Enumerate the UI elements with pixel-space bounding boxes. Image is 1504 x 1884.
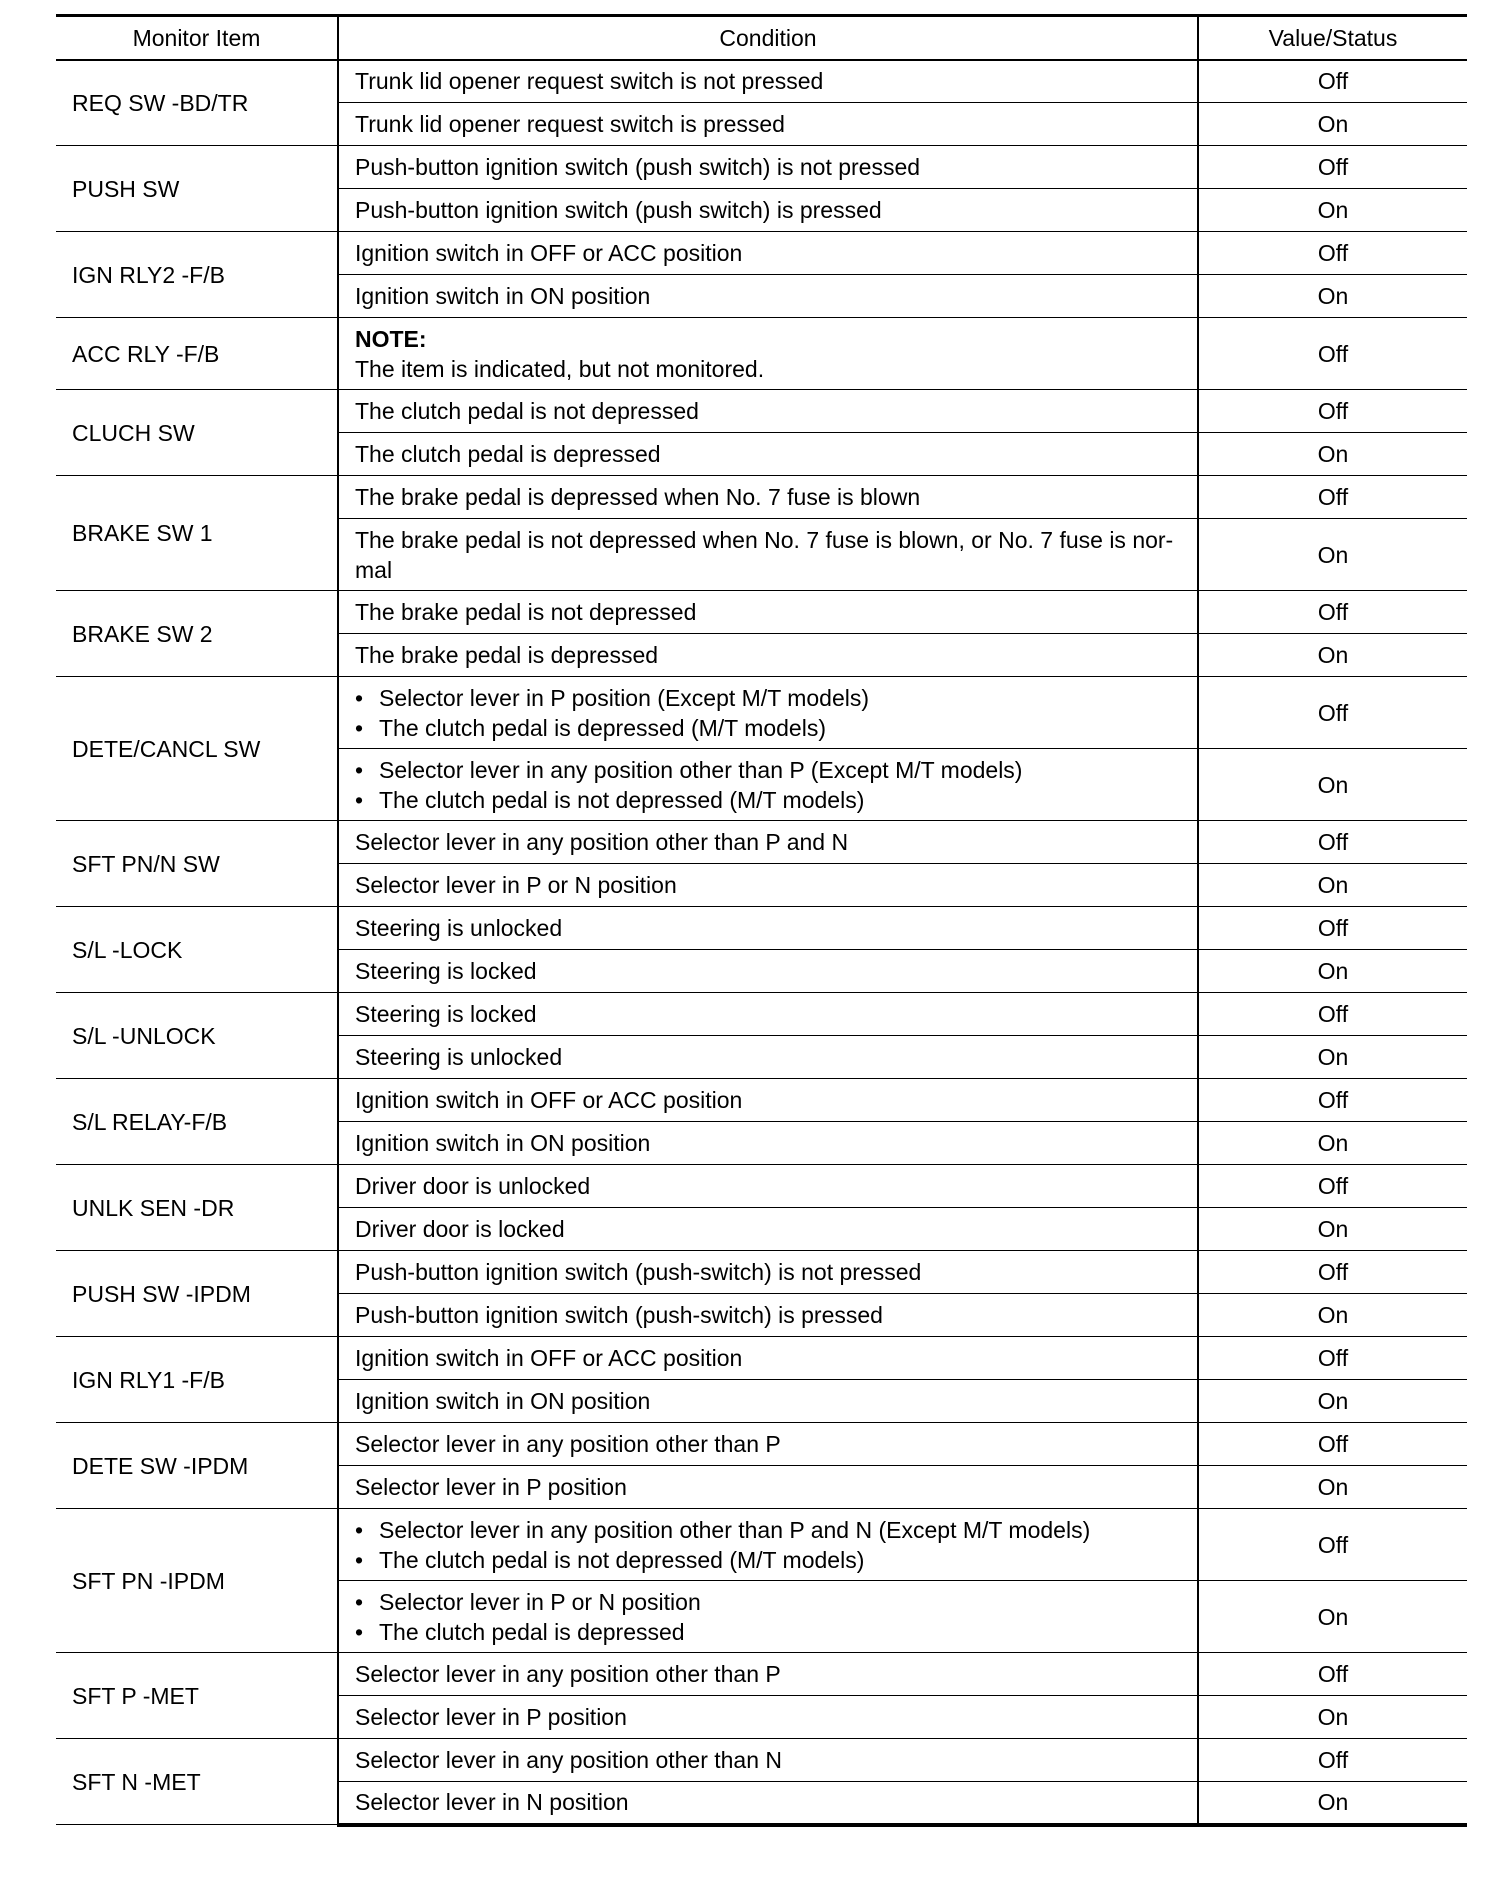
value-status-cell: On [1198,634,1467,677]
condition-text: The clutch pedal is not depressed [355,398,699,424]
value-status-cell: On [1198,1036,1467,1079]
condition-bullet-item [355,1515,1189,1545]
header-condition: Condition [338,16,1198,60]
condition-cell [338,1380,1198,1423]
value-status-cell: Off [1198,390,1467,433]
condition-cell [338,1165,1198,1208]
condition-cell [338,1739,1198,1782]
condition-bullet-text: Selector lever in any position other than P (Except M/T models) [379,756,1023,783]
table-row [56,1739,1467,1782]
condition-text: Selector lever in any position other than P [355,1431,781,1457]
condition-text: Ignition switch in ON position [355,1130,651,1156]
value-status-cell: On [1198,1466,1467,1509]
value-status-cell: Off [1198,993,1467,1036]
table-row [56,821,1467,864]
table-row [56,591,1467,634]
monitor-item-cell: SFT N -MET [56,1739,338,1825]
value-status-cell: On [1198,1581,1467,1653]
condition-cell [338,1423,1198,1466]
condition-bullet-text: The clutch pedal is not depressed (M/T models) [379,786,865,813]
condition-text: Selector lever in any position other than N [355,1747,783,1773]
value-status-cell: Off [1198,1653,1467,1696]
value-status-cell: Off [1198,821,1467,864]
condition-text: The brake pedal is not depressed when No. 7 fuse is blown, or No. 7 fuse is nor-mal [355,526,1174,583]
value-status-cell: Off [1198,1739,1467,1782]
monitor-item-cell: UNLK SEN -DR [56,1165,338,1251]
table-row [56,146,1467,189]
value-status-cell: On [1198,749,1467,821]
condition-text: The brake pedal is depressed when No. 7 fuse is blown [355,484,921,510]
condition-text: Steering is locked [355,958,537,984]
monitor-item-cell: S/L RELAY-F/B [56,1079,338,1165]
monitor-item-cell: S/L -UNLOCK [56,993,338,1079]
condition-cell [338,950,1198,993]
monitor-item-cell: SFT P -MET [56,1653,338,1739]
table-row [56,476,1467,519]
condition-text: Selector lever in N position [355,1789,629,1816]
value-status-cell: On [1198,1208,1467,1251]
condition-bullet-item [355,755,1189,785]
condition-cell [338,1036,1198,1079]
monitor-item-cell: ACC RLY -F/B [56,318,338,390]
condition-bullet-item [355,683,1189,713]
condition-text: Ignition switch in OFF or ACC position [355,1345,743,1371]
condition-bullet-list [355,1587,1189,1647]
condition-text: Selector lever in P or N position [355,872,677,898]
condition-bullet-text: The clutch pedal is not depressed (M/T models) [379,1546,865,1573]
condition-text: Ignition switch in ON position [355,283,651,309]
table-row [56,993,1467,1036]
condition-cell [338,634,1198,677]
condition-cell [338,591,1198,634]
condition-bullet-item [355,1545,1189,1575]
condition-cell [338,749,1198,821]
condition-text: Selector lever in any position other than P [355,1661,781,1687]
value-status-cell: Off [1198,1423,1467,1466]
condition-bullet-text: Selector lever in P or N position [379,1588,701,1615]
condition-cell [338,1122,1198,1165]
monitor-item-cell: PUSH SW [56,146,338,232]
table-row [56,1337,1467,1380]
table-row [56,1509,1467,1581]
condition-bullet-text: The clutch pedal is depressed (M/T models) [379,714,826,741]
monitor-item-cell: REQ SW -BD/TR [56,60,338,146]
monitor-item-cell: DETE SW -IPDM [56,1423,338,1509]
value-status-cell: On [1198,1696,1467,1739]
monitor-item-cell: IGN RLY2 -F/B [56,232,338,318]
monitor-item-cell: BRAKE SW 2 [56,591,338,677]
condition-cell [338,1509,1198,1581]
condition-cell [338,60,1198,103]
value-status-cell: Off [1198,1165,1467,1208]
value-status-cell: On [1198,103,1467,146]
value-status-cell: Off [1198,60,1467,103]
condition-text: Push-button ignition switch (push-switch) is pressed [355,1302,883,1328]
value-status-cell: On [1198,275,1467,318]
table-row [56,60,1467,103]
condition-text: Ignition switch in OFF or ACC position [355,240,743,266]
monitor-item-cell: BRAKE SW 1 [56,476,338,591]
condition-cell [338,103,1198,146]
condition-cell [338,864,1198,907]
condition-cell [338,476,1198,519]
value-status-cell: Off [1198,591,1467,634]
table-row [56,390,1467,433]
value-status-cell: Off [1198,1509,1467,1581]
condition-cell [338,907,1198,950]
monitor-item-cell: IGN RLY1 -F/B [56,1337,338,1423]
monitor-item-cell: CLUCH SW [56,390,338,476]
condition-text: Steering is unlocked [355,915,563,941]
condition-cell [338,1294,1198,1337]
table-row [56,1653,1467,1696]
value-status-cell: On [1198,864,1467,907]
value-status-cell: On [1198,1122,1467,1165]
condition-cell [338,390,1198,433]
condition-bullet-list [355,755,1189,815]
value-status-cell: On [1198,1782,1467,1825]
header-value-status: Value/Status [1198,16,1467,60]
condition-cell [338,677,1198,749]
value-status-cell: Off [1198,318,1467,390]
condition-cell [338,146,1198,189]
monitor-item-cell: SFT PN/N SW [56,821,338,907]
condition-cell [338,275,1198,318]
bullet-icon: • [355,756,364,783]
bullet-icon: • [355,684,364,711]
table-row [56,677,1467,749]
condition-text: The clutch pedal is depressed [355,441,661,467]
condition-text: Steering is unlocked [355,1044,563,1070]
value-status-cell: Off [1198,1337,1467,1380]
bullet-icon: • [355,786,364,813]
table-row [56,1165,1467,1208]
condition-bullet-text: The clutch pedal is depressed [379,1618,685,1645]
value-status-cell: Off [1198,1251,1467,1294]
condition-text: Ignition switch in ON position [355,1388,651,1414]
table-row [56,1423,1467,1466]
condition-cell [338,1337,1198,1380]
condition-cell [338,519,1198,591]
bullet-icon: • [355,1618,364,1645]
value-status-cell: Off [1198,232,1467,275]
table-row [56,1079,1467,1122]
note-text: The item is indicated, but not monitored. [355,355,765,382]
bullet-icon: • [355,1546,364,1573]
condition-text: Driver door is unlocked [355,1173,591,1199]
condition-bullet-item [355,1587,1189,1617]
condition-cell [338,993,1198,1036]
condition-cell [338,232,1198,275]
bullet-icon: • [355,714,364,741]
value-status-cell: Off [1198,677,1467,749]
bullet-icon: • [355,1516,364,1543]
condition-cell [338,1079,1198,1122]
condition-cell [338,821,1198,864]
condition-bullet-item [355,1617,1189,1647]
condition-bullet-item [355,785,1189,815]
table-header-row [56,16,1467,60]
condition-text: Steering is locked [355,1001,537,1027]
condition-text: Selector lever in P position [355,1474,627,1500]
condition-text: Push-button ignition switch (push switch) is pressed [355,197,882,223]
condition-bullet-list [355,1515,1189,1575]
condition-bullet-list [355,683,1189,743]
value-status-cell: Off [1198,476,1467,519]
value-status-cell: On [1198,189,1467,232]
condition-text: Selector lever in P position [355,1704,627,1730]
value-status-cell: Off [1198,146,1467,189]
condition-text: Selector lever in any position other than P and N [355,829,849,855]
value-status-cell: Off [1198,1079,1467,1122]
monitor-item-table-container [56,14,1467,1827]
condition-bullet-text: Selector lever in P position (Except M/T models) [379,684,870,711]
condition-text: Ignition switch in OFF or ACC position [355,1087,743,1113]
monitor-item-cell: DETE/CANCL SW [56,677,338,821]
value-status-cell: On [1198,1380,1467,1423]
table-body [56,60,1467,1825]
condition-cell [338,1208,1198,1251]
monitor-item-cell: SFT PN -IPDM [56,1509,338,1653]
value-status-cell: On [1198,519,1467,591]
condition-cell [338,1696,1198,1739]
monitor-item-table [56,14,1467,1827]
condition-cell [338,1251,1198,1294]
condition-cell [338,1782,1198,1825]
condition-bullet-text: Selector lever in any position other than P and N (Except M/T models) [379,1516,1091,1543]
condition-text: The brake pedal is not depressed [355,599,697,625]
bullet-icon: • [355,1588,364,1615]
value-status-cell: On [1198,433,1467,476]
condition-text: Trunk lid opener request switch is not pressed [355,68,824,95]
monitor-item-cell: S/L -LOCK [56,907,338,993]
table-row [56,907,1467,950]
table-row [56,318,1467,390]
value-status-cell: Off [1198,907,1467,950]
condition-cell [338,1653,1198,1696]
condition-text: Driver door is locked [355,1216,565,1242]
value-status-cell: On [1198,1294,1467,1337]
condition-cell [338,1466,1198,1509]
condition-cell [338,433,1198,476]
value-status-cell: On [1198,950,1467,993]
header-monitor-item: Monitor Item [56,16,338,60]
note-label: NOTE: [355,325,427,352]
condition-text: Trunk lid opener request switch is pressed [355,111,785,137]
condition-cell [338,189,1198,232]
condition-text: Push-button ignition switch (push switch) is not pressed [355,154,921,180]
condition-text: The brake pedal is depressed [355,642,659,668]
table-row [56,1251,1467,1294]
condition-cell [338,318,1198,390]
condition-cell [338,1581,1198,1653]
table-row [56,232,1467,275]
monitor-item-cell: PUSH SW -IPDM [56,1251,338,1337]
condition-bullet-item [355,713,1189,743]
condition-text: Push-button ignition switch (push-switch) is not pressed [355,1259,922,1285]
